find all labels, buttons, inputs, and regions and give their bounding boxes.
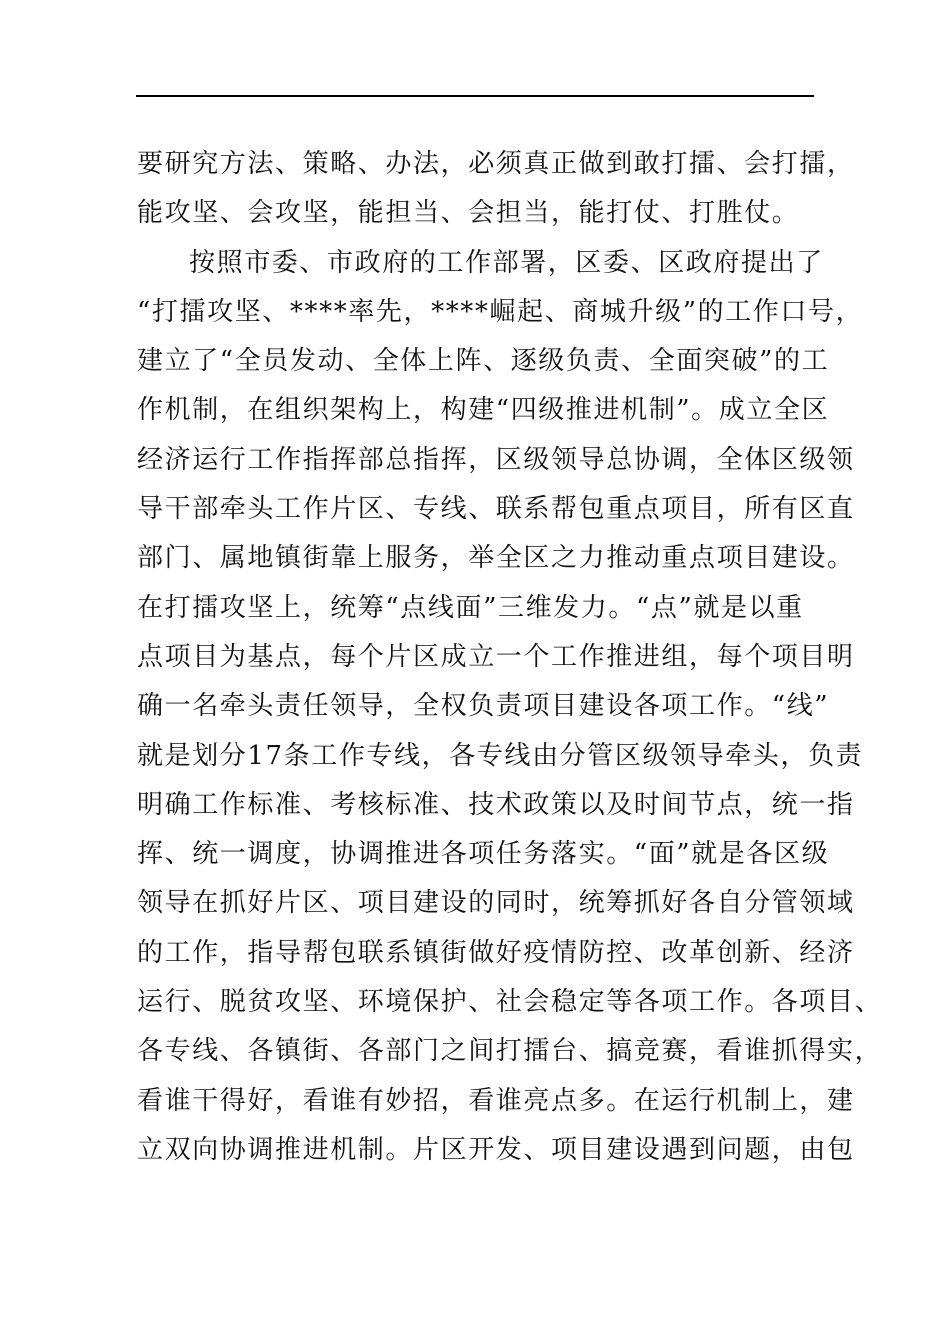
text-line: 各专线、各镇街、各部门之间打擂台、搞竞赛，看谁抓得实， — [137, 1036, 883, 1067]
header-rule — [136, 95, 814, 97]
text-line: 的工作，指导帮包联系镇街做好疫情防控、改革创新、经济 — [137, 937, 855, 968]
text-line: 点项目为基点，每个片区成立一个工作推进组，每个项目明 — [137, 641, 855, 672]
text-line: “打擂攻坚、****率先，****崛起、商城升级”的工作口号， — [137, 296, 864, 327]
text-line: 作机制，在组织架构上，构建“四级推进机制”。成立全区 — [137, 395, 830, 426]
text-line: 看谁干得好，看谁有妙招，看谁亮点多。在运行机制上，建 — [137, 1085, 855, 1116]
text-line: 就是划分17条工作专线，各专线由分管区级领导牵头，负责 — [137, 740, 864, 771]
body-text — [137, 140, 883, 1175]
text-line: 挥、统一调度，协调推进各项任务落实。“面”就是各区级 — [137, 839, 830, 870]
text-line: 明确工作标准、考核标准、技术政策以及时间节点，统一指 — [137, 789, 855, 820]
text-line: 确一名牵头责任领导，全权负责项目建设各项工作。“线” — [137, 691, 830, 722]
paragraph-first-line: 按照市委、市政府的工作部署，区委、区政府提出了 — [189, 247, 824, 278]
text-line: 经济运行工作指挥部总指挥，区级领导总协调，全体区级领 — [137, 444, 855, 475]
text-line: 导干部牵头工作片区、专线、联系帮包重点项目，所有区直 — [137, 494, 855, 525]
text-line: 运行、脱贫攻坚、环境保护、社会稳定等各项工作。各项目、 — [137, 987, 883, 1018]
text-line: 建立了“全员发动、全体上阵、逐级负责、全面突破”的工 — [137, 346, 830, 377]
text-line: 部门、属地镇街靠上服务，举全区之力推动重点项目建设。 — [137, 543, 855, 574]
text-line: 要研究方法、策略、办法，必须真正做到敢打擂、会打擂， — [137, 149, 855, 179]
text-line: 立双向协调推进机制。片区开发、项目建设遇到问题，由包 — [137, 1134, 855, 1165]
text-line: 领导在抓好片区、项目建设的同时，统筹抓好各自分管领域 — [137, 888, 855, 919]
text-line: 在打擂攻坚上，统筹“点线面”三维发力。“点”就是以重 — [137, 592, 804, 623]
text-line: 能攻坚、会攻坚，能担当、会担当，能打仗、打胜仗。 — [137, 198, 800, 229]
